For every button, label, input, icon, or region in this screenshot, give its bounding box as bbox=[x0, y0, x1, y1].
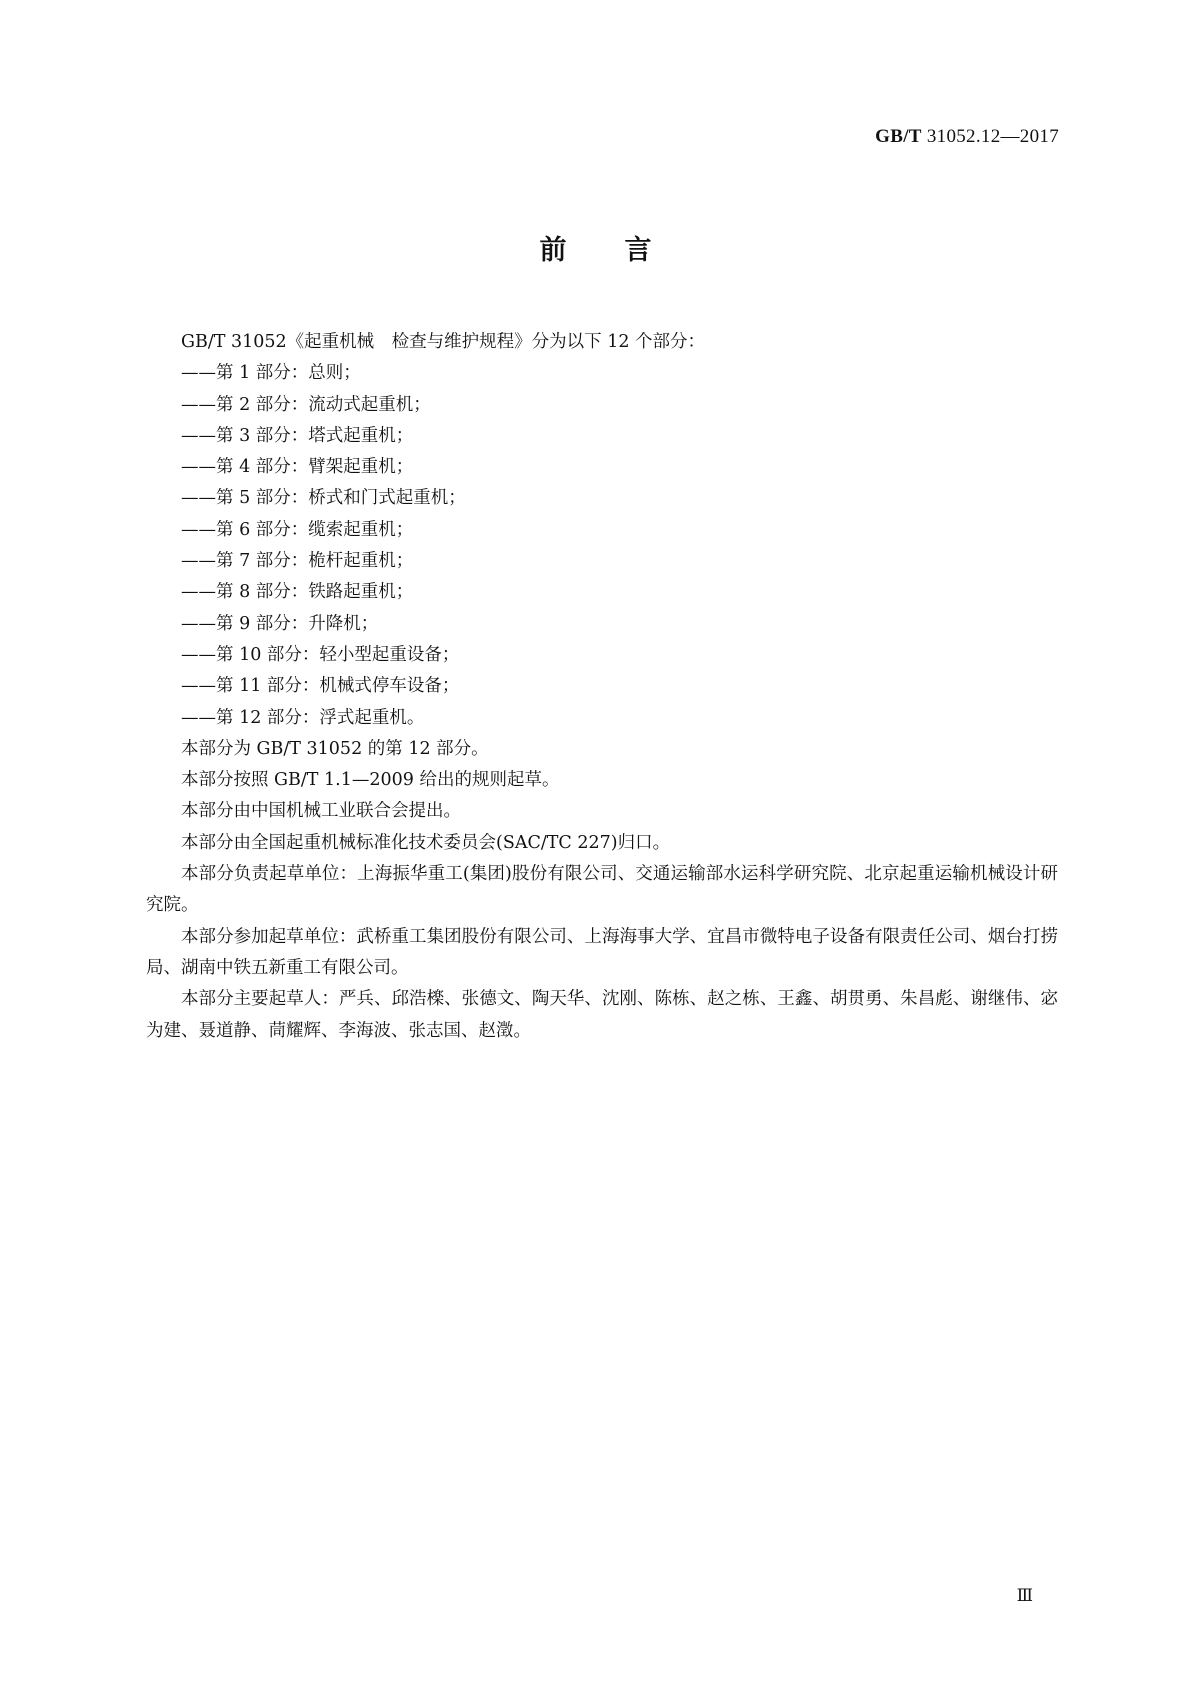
part-list-item: ——第 7 部分：桅杆起重机； bbox=[181, 551, 414, 572]
part-list-item: ——第 12 部分：浮式起重机。 bbox=[181, 707, 425, 728]
statement-paragraph: 本部分由中国机械工业联合会提出。 bbox=[181, 801, 461, 822]
part-list-item: ——第 10 部分：轻小型起重设备； bbox=[181, 644, 460, 665]
part-list-item: ——第 11 部分：机械式停车设备； bbox=[181, 676, 460, 697]
standard-number: 31052.12—2017 bbox=[926, 126, 1059, 147]
foreword-body bbox=[146, 327, 1058, 1047]
part-list-item: ——第 5 部分：桥式和门式起重机； bbox=[181, 488, 466, 509]
page-number: Ⅲ bbox=[1016, 1586, 1033, 1605]
part-list-item: ——第 1 部分：总则； bbox=[181, 363, 361, 384]
part-list-item: ——第 2 部分：流动式起重机； bbox=[181, 394, 431, 415]
part-list-item: ——第 8 部分：铁路起重机； bbox=[181, 582, 414, 603]
drafting-units-paragraph: 本部分负责起草单位：上海振华重工(集团)股份有限公司、交通运输部水运科学研究院、北京起重运输机械设计研究院。 bbox=[146, 864, 1058, 916]
part-list-item: ——第 3 部分：塔式起重机； bbox=[181, 425, 414, 446]
title-char-2: 言 bbox=[624, 235, 652, 266]
statement-paragraph: 本部分为 GB/T 31052 的第 12 部分。 bbox=[181, 738, 489, 759]
statement-paragraph: 本部分按照 GB/T 1.1—2009 给出的规则起草。 bbox=[181, 770, 560, 791]
standard-code bbox=[875, 126, 1059, 148]
drafters-paragraph: 本部分主要起草人：严兵、邱浩檪、张德文、陶天华、沈刚、陈栋、赵之栋、王鑫、胡贯勇、朱昌彪、谢继伟、宓为建、聂道静、茼耀辉、李海波、张志国、赵澂。 bbox=[146, 989, 1058, 1041]
standard-prefix: GB/T bbox=[875, 126, 922, 147]
title-char-1: 前 bbox=[539, 235, 567, 266]
part-list-item: ——第 9 部分：升降机； bbox=[181, 613, 379, 634]
statement-paragraph: 本部分由全国起重机械标准化技术委员会(SAC/TC 227)归口。 bbox=[181, 832, 671, 853]
part-list-item: ——第 4 部分：臂架起重机； bbox=[181, 457, 414, 478]
participating-units-paragraph: 本部分参加起草单位：武桥重工集团股份有限公司、上海海事大学、宜昌市微特电子设备有限责任公司、烟台打捞局、湖南中铁五新重工有限公司。 bbox=[146, 926, 1058, 978]
part-list-item: ——第 6 部分：缆索起重机； bbox=[181, 519, 414, 540]
page-title bbox=[0, 228, 1191, 267]
intro-paragraph: GB/T 31052《起重机械 检查与维护规程》分为以下 12 个部分： bbox=[181, 332, 706, 352]
